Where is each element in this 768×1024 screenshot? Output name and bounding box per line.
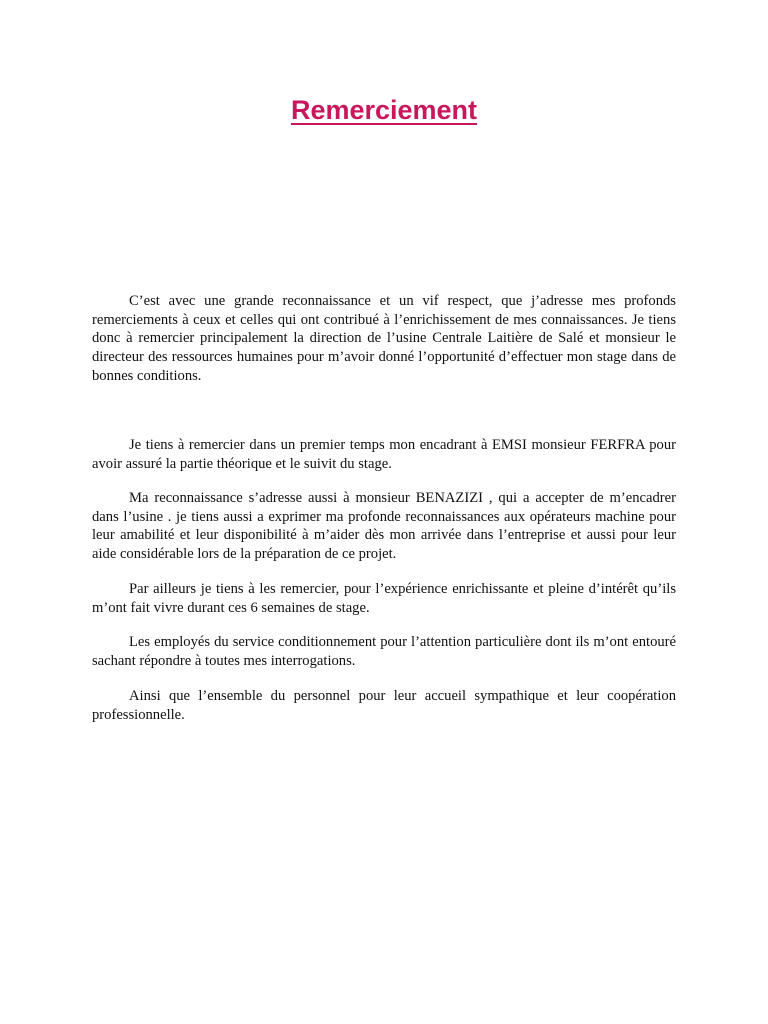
paragraph-all-staff: Ainsi que l’ensemble du personnel pour leur accueil sympathique et leur coopération professionnelle. [92,688,676,723]
paragraph-company-supervisor: Ma reconnaissance s’adresse aussi à monsieur BENAZIZI , qui a accepter de m’encadrer dans l’usine . je tiens aussi a exprimer ma profonde reconnaissances aux opérateurs machine pour leur amabilité et leur disponibilité à m’aider dès mon arrivée dans l’entreprise et aussi pour leur aide considérable lors de la préparation de ce projet. [92,490,676,563]
paragraph-experience: Par ailleurs je tiens à les remercier, pour l’expérience enrichissante et pleine d’intérêt qu’ils m’ont fait vivre durant ces 6 semaines de stage. [92,581,676,616]
paragraph-gratitude-intro: C’est avec une grande reconnaissance et un vif respect, que j’adresse mes profonds remerciements à ceux et celles qui ont contribué à l’enrichissement de mes connaissances. Je tiens donc à remercier principalement la direction de l’usine Centrale Laitière de Salé et monsieur le directeur des ressources humaines pour m’avoir donné l’opportunité d’effectuer mon stage dans de bonnes conditions. [92,293,676,384]
page-title: Remerciement [290,95,478,125]
paragraph-academic-supervisor: Je tiens à remercier dans un premier temps mon encadrant à EMSI monsieur FERFRA pour avoir assuré la partie théorique et le suivit du stage. [92,437,676,472]
paragraph-packaging-staff: Les employés du service conditionnement pour l’attention particulière dont ils m’ont entouré sachant répondre à toutes mes interrogations. [92,634,676,669]
